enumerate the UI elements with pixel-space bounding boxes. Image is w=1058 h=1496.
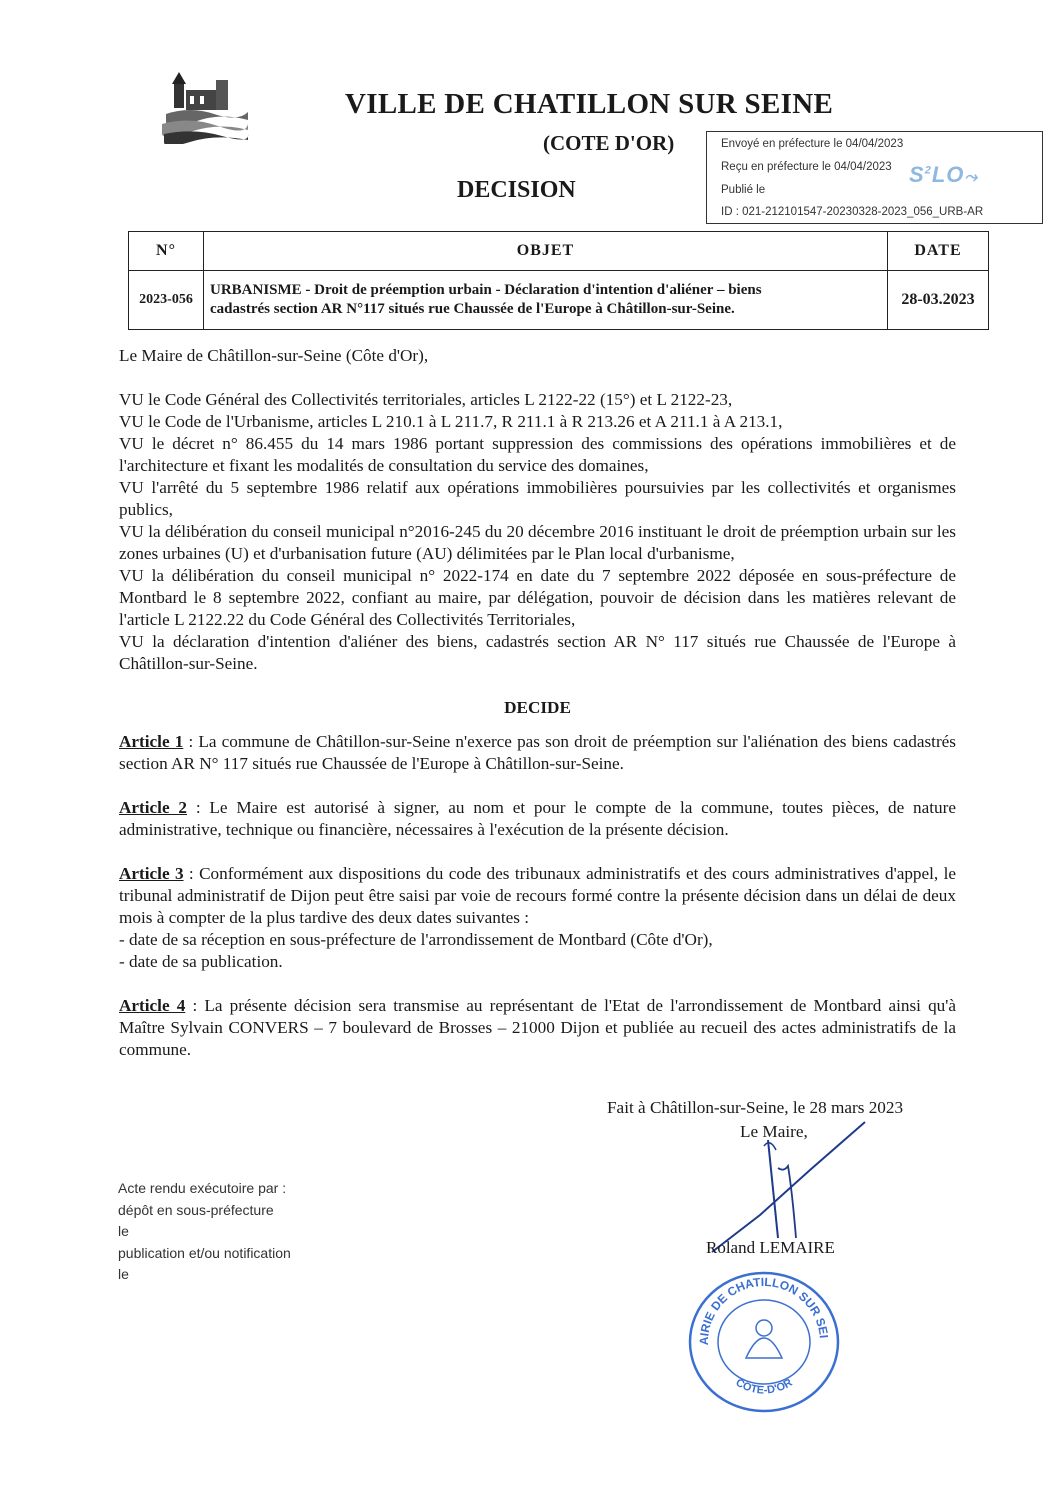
article-3 bbox=[119, 863, 956, 929]
city-title: VILLE DE CHATILLON SUR SEINE bbox=[345, 88, 834, 120]
s2lo-logo: $S^2LO⤳$ bbox=[909, 162, 979, 187]
article-2 bbox=[119, 797, 956, 841]
vu-clause: VU le Code de l'Urbanisme, articles L 210.1 à L 211.7, R 211.1 à R 213.26 et A 211.1 à A 213.1, bbox=[119, 412, 783, 431]
town-hall-seal bbox=[686, 1268, 842, 1414]
signed-place-date: Fait à Châtillon-sur-Seine, le 28 mars 2023 bbox=[607, 1098, 904, 1117]
enforceability-line: le bbox=[118, 1223, 129, 1239]
document-type-heading: DECISION bbox=[457, 177, 576, 203]
town-logo bbox=[160, 72, 250, 144]
article-text: : La présente décision sera transmise au représentant de l'Etat de l'arrondissement de Montbard ainsi qu'à Maître Sylvain CONVERS – 7 boulevard de Brosses – 21000 Dijon et publiée au recueil des actes administratifs de la commune. bbox=[119, 996, 956, 1059]
decision-table bbox=[128, 231, 989, 330]
signer-name: Roland LEMAIRE bbox=[706, 1238, 835, 1257]
article-label: Article 3 bbox=[119, 864, 184, 883]
decision-object bbox=[204, 271, 888, 330]
table-row bbox=[129, 271, 989, 330]
decision-date: 28-03.2023 bbox=[888, 271, 989, 330]
decision-body bbox=[119, 345, 956, 1061]
object-line-1: URBANISME - Droit de préemption urbain - Déclaration d'intention d'aliéner – biens bbox=[210, 282, 762, 298]
enforceability-note bbox=[118, 1178, 338, 1286]
signer-role: Le Maire, bbox=[740, 1122, 808, 1141]
vu-clause: VU le décret n° 86.455 du 14 mars 1986 portant suppression des commissions des opérations immobilières et de l'architecture et fixant les modalités de consultation du service des domaines, bbox=[119, 434, 956, 475]
table-header-row bbox=[129, 232, 989, 271]
article-text: : La commune de Châtillon-sur-Seine n'exerce pas son droit de préemption sur l'aliénation des biens cadastrés section AR N° 117 situés rue Chaussée de l'Europe à Châtillon-sur-Seine. bbox=[119, 732, 957, 773]
act-id: ID : 021-212101547-20230328-2023_056_URB-AR bbox=[721, 206, 984, 218]
header-object: OBJET bbox=[204, 232, 888, 271]
intro-line: Le Maire de Châtillon-sur-Seine (Côte d'Or), bbox=[119, 346, 429, 365]
seal-text-top: AIRIE DE CHATILLON SUR SEI bbox=[696, 1274, 831, 1346]
department-subtitle: (COTE D'OR) bbox=[543, 131, 675, 155]
enforceability-line: publication et/ou notification bbox=[118, 1244, 291, 1261]
article-text: : Conformément aux dispositions du code des tribunaux administratifs et des cours administratives d'appel, le tribunal administratif de Dijon peut être saisi par voie de recours formé contre la présente décision dans un délai de deux mois à compter de la plus tardive des deux dates suivantes : bbox=[119, 864, 956, 927]
article-label: Article 4 bbox=[119, 996, 186, 1015]
header-number: N° bbox=[129, 232, 204, 271]
article-label: Article 2 bbox=[119, 798, 187, 817]
decide-heading: DECIDE bbox=[504, 698, 571, 717]
header-date: DATE bbox=[888, 232, 989, 271]
vu-clause: VU la délibération du conseil municipal n° 2022-174 en date du 7 septembre 2022 déposée en sous-préfecture de Montbard le 8 septembre 2022, confiant au maire, par délégation, pouvoir de décision dans les matières relevant de l'article L 2122.22 du Code Général des Collectivités Territoriales, bbox=[119, 566, 956, 629]
object-line-2: cadastrés section AR N°117 situés rue Chaussée de l'Europe à Châtillon-sur-Seine. bbox=[210, 301, 735, 317]
vu-clause: VU la délibération du conseil municipal n°2016-245 du 20 décembre 2016 instituant le droit de préemption urbain sur les zones urbaines (U) et d'urbanisation future (AU) délimitées par le Plan local d'urbanisme, bbox=[119, 522, 956, 563]
enforceability-line: Acte rendu exécutoire par : bbox=[118, 1180, 287, 1196]
enforceability-line: le bbox=[118, 1266, 129, 1282]
article-3-item: - date de sa réception en sous-préfecture de l'arrondissement de Montbard (Côte d'Or), bbox=[119, 930, 713, 949]
decision-number: 2023-056 bbox=[129, 271, 204, 330]
article-1 bbox=[119, 731, 956, 775]
published-date: Publié le bbox=[721, 184, 766, 196]
article-label: Article 1 bbox=[119, 732, 184, 751]
sent-date: Envoyé en préfecture le 04/04/2023 bbox=[721, 138, 904, 150]
received-date: Reçu en préfecture le 04/04/2023 bbox=[721, 161, 892, 173]
article-text: : Le Maire est autorisé à signer, au nom et pour le compte de la commune, toutes pièces, de nature administrative, technique ou financière, nécessaires à l'exécution de la présente décision. bbox=[119, 798, 956, 839]
vu-clause: VU le Code Général des Collectivités territoriales, articles L 2122-22 (15°) et L 2122-23, bbox=[119, 390, 733, 409]
vu-clause: VU la déclaration d'intention d'aliéner des biens, cadastrés section AR N° 117 situés rue Chaussée de l'Europe à Châtillon-sur-Seine. bbox=[119, 632, 956, 673]
article-3-item: - date de sa publication. bbox=[119, 952, 283, 971]
enforceability-line: dépôt en sous-préfecture bbox=[118, 1201, 274, 1218]
article-4 bbox=[119, 995, 956, 1061]
seal-text-bottom: COTE-D'OR bbox=[733, 1376, 795, 1397]
prefecture-stamp-box bbox=[706, 131, 1043, 224]
vu-clause: VU l'arrêté du 5 septembre 1986 relatif aux opérations immobilières poursuivies par les collectivités et organismes publics, bbox=[119, 478, 956, 519]
